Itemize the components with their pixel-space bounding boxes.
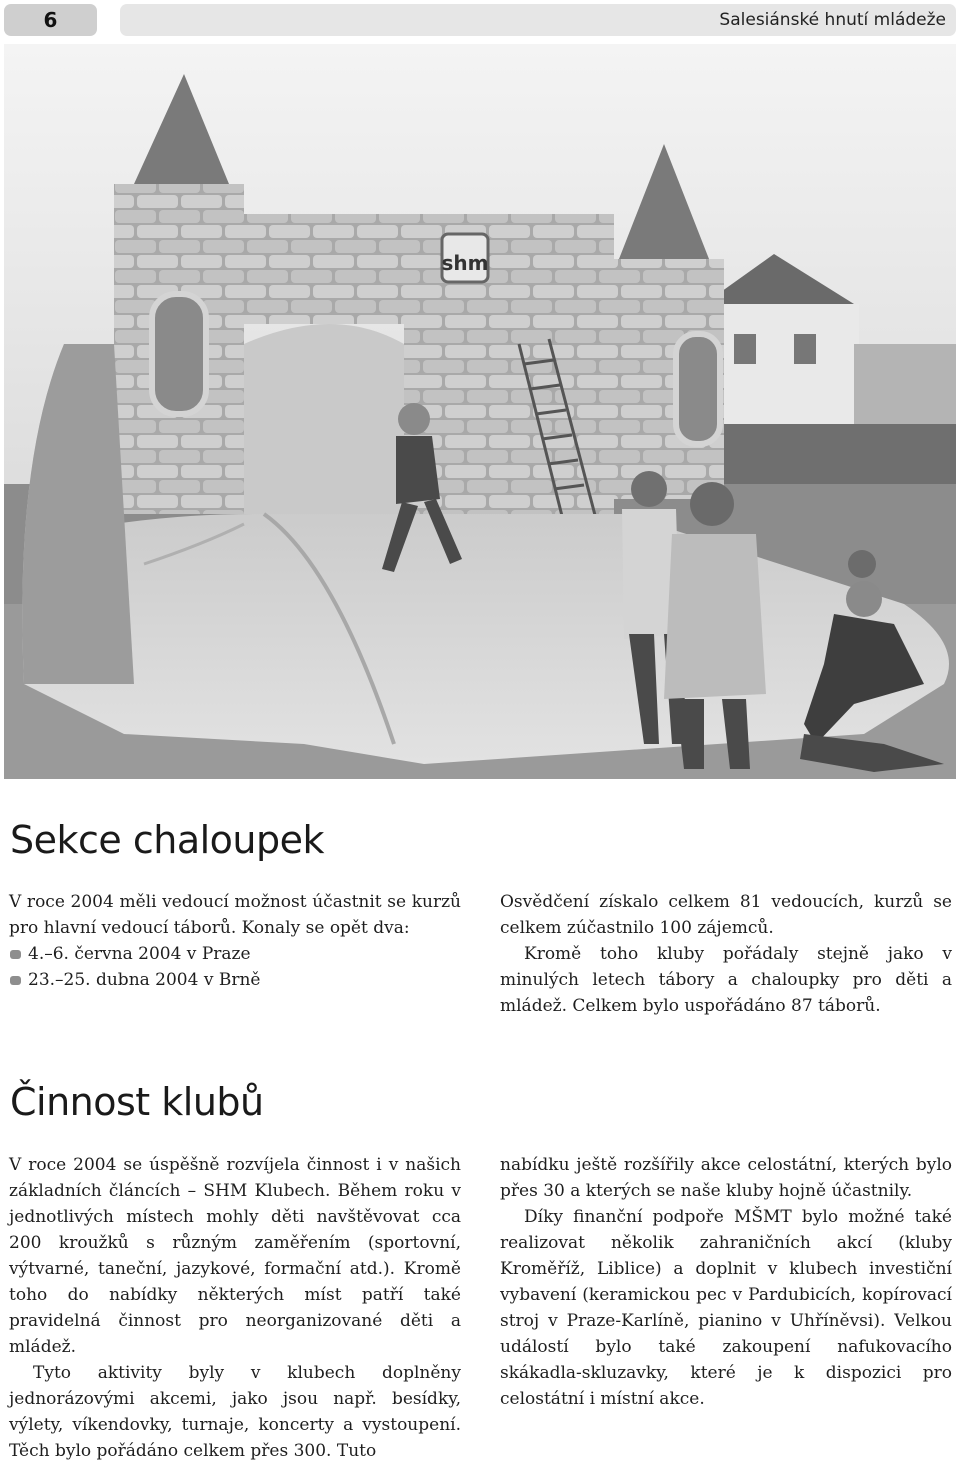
paragraph: Kromě toho kluby pořádaly stejně jako v minulých letech tábory a chaloupky pro děti a mládež. Celkem bylo uspořádáno 87 táborů. — [500, 944, 952, 1016]
section1-intro: V roce 2004 měli vedoucí možnost účastnit se kurzů pro hlavní vedoucí táborů. Konaly se opět dva: — [9, 892, 461, 938]
list-item — [9, 941, 461, 967]
course-date: 23.–25. dubna 2004 v Brně — [28, 970, 261, 990]
course-date: 4.–6. června 2004 v Praze — [28, 944, 251, 964]
paragraph: V roce 2004 se úspěšně rozvíjela činnost i v našich základních článcích – SHM Klubech. Během roku v jednotlivých místech mohly děti navštěvovat cca 200 kroužků s různým zaměřením (sportovní, výtvarné, taneční, jazykové, formační atd.). Kromě toho do nabídky některých míst patří také pravidelná činnost pro neorganizované děti a mládež. — [9, 1155, 461, 1357]
section1-left-column — [9, 889, 461, 993]
paragraph: nabídku ještě rozšířily akce celostátní, kterých bylo přes 30 a kterých se naše kluby hojně účastnily. — [500, 1155, 952, 1201]
paragraph: Díky finanční podpoře MŠMT bylo možné také realizovat několik zahraničních akcí (kluby Kroměříž, Liblice) a doplnit v klubech investiční vybavení (keramickou pec v Pardubicích, kopírovací stroj v Praze-Karlíně, pianino v Uhříněvsi). Velkou událostí bylo také zakoupení nafukovacího skákadla-skluzavky, které je k dispozici pro celostátní i místní akce. — [500, 1207, 952, 1409]
page-number: 6 — [4, 4, 97, 36]
section1-right-column — [500, 889, 952, 1019]
section2-right-column — [500, 1152, 952, 1412]
list-item — [9, 967, 461, 993]
paragraph: Tyto aktivity byly v klubech doplněny jednorázovými akcemi, jako jsou např. besídky, výlety, víkendovky, turnaje, koncerty a vystoupení. Těch bylo pořádáno celkem přes 300. Tuto — [9, 1363, 461, 1461]
bouncy-castle-photo — [4, 44, 956, 779]
publication-title: Salesiánské hnutí mládeže — [719, 10, 946, 30]
bullet-icon — [10, 950, 21, 959]
section2-left-column — [9, 1152, 461, 1464]
castle-logo: shm — [441, 251, 489, 275]
section-title-chaloupky: Sekce chaloupek — [10, 818, 325, 862]
section-title-kluby: Činnost klubů — [10, 1080, 264, 1124]
paragraph: Osvědčení získalo celkem 81 vedoucích, kurzů se celkem zúčastnilo 100 zájemců. — [500, 892, 952, 938]
running-header — [120, 4, 956, 36]
bullet-icon — [10, 976, 21, 985]
course-dates-list — [9, 941, 461, 993]
